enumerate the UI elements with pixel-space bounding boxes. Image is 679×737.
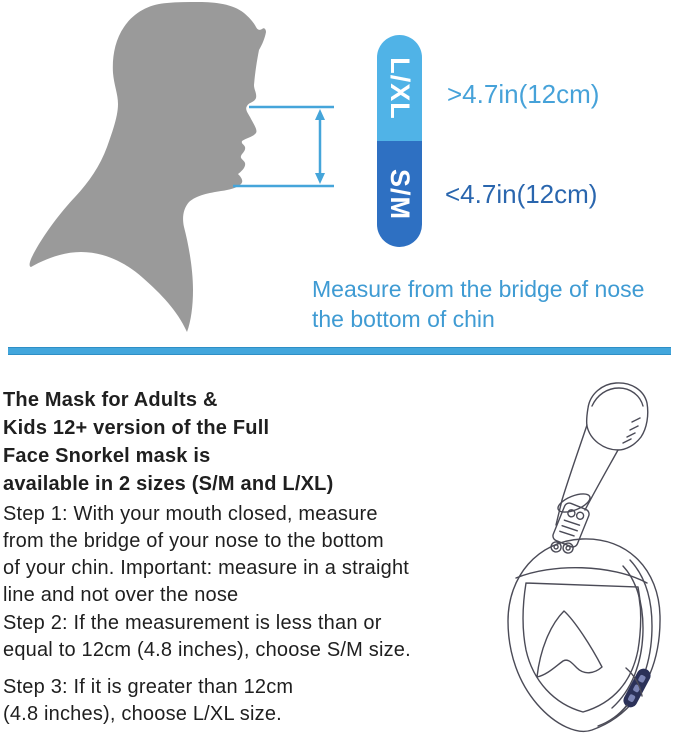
- measure-caption-line2: the bottom of chin: [312, 306, 495, 332]
- snorkel-top: [587, 383, 648, 450]
- info-heading: [3, 386, 333, 498]
- info-heading-line: The Mask for Adults &: [3, 389, 218, 411]
- step-2-line: equal to 12cm (4.8 inches), choose S/M size.: [3, 639, 411, 661]
- step-2-text: [3, 610, 411, 664]
- snorkel-tube-right-edge: [585, 450, 618, 510]
- info-heading-line: Face Snorkel mask is: [3, 445, 211, 467]
- step-1-line: of your chin. Important: measure in a straight: [3, 557, 410, 579]
- size-pill-lxl-segment: [377, 35, 422, 141]
- snorkel-vent-slits: [623, 418, 640, 443]
- measure-caption: [312, 274, 644, 334]
- step-3-line: Step 3: If it is greater than 12cm: [3, 676, 294, 698]
- strap-buckle: [621, 666, 653, 710]
- size-pill-sm-segment: [377, 141, 422, 247]
- mask-visor-window: [523, 583, 641, 712]
- range-label-small: <4.7in(12cm): [445, 179, 598, 209]
- size-pill-lxl-label: L/XL: [385, 56, 415, 120]
- snorkel-clip: [551, 502, 590, 549]
- info-heading-line: Kids 12+ version of the Full: [3, 417, 270, 439]
- size-pill-sm-label: S/M: [385, 168, 416, 220]
- size-pill: [377, 35, 422, 247]
- step-1-line: Step 1: With your mouth closed, measure: [3, 503, 378, 525]
- snorkel-mask-illustration-icon: [480, 378, 679, 737]
- mask-top-rim: [516, 568, 647, 583]
- step-3-line: (4.8 inches), choose L/XL size.: [3, 703, 282, 725]
- mask-chevron-chamber: [537, 611, 602, 677]
- step-1-text: [3, 501, 409, 609]
- info-heading-line: available in 2 sizes (S/M and L/XL): [3, 473, 334, 495]
- measure-caption-line1: Measure from the bridge of nose: [312, 276, 645, 302]
- range-label-large: >4.7in(12cm): [447, 79, 600, 109]
- section-divider: [8, 347, 671, 355]
- step-3-text: [3, 674, 293, 728]
- step-2-line: Step 2: If the measurement is less than or: [3, 612, 382, 634]
- snorkel-top-inner-line: [592, 388, 643, 406]
- step-1-line: from the bridge of your nose to the bottom: [3, 530, 384, 552]
- head-silhouette-icon: [0, 0, 345, 350]
- male-profile-silhouette: [30, 2, 266, 332]
- step-1-line: line and not over the nose: [3, 584, 239, 606]
